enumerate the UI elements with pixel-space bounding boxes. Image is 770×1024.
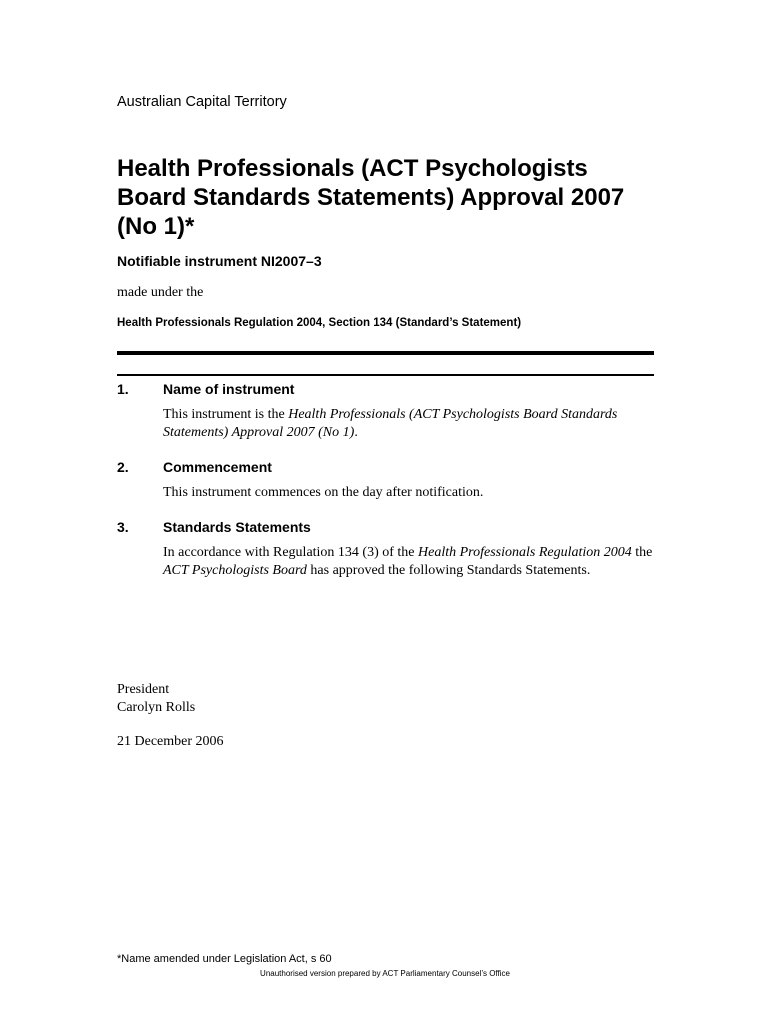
section-body: This instrument is the Health Professionals (ACT Psychologists Board Standards Statements) Approval 2007 (No 1). (163, 407, 618, 440)
section-heading: Name of instrument (163, 381, 295, 397)
signatory-role: President (117, 682, 170, 697)
section-heading: Commencement (163, 459, 272, 475)
section-number: 2. (117, 459, 129, 475)
section-body: In accordance with Regulation 134 (3) of the Health Professionals Regulation 2004 the ACT Psychologists Board has approved the following Standards Statements. (163, 545, 653, 578)
section-number: 1. (117, 381, 129, 397)
made-under-text: made under the (117, 285, 204, 300)
signature-block (117, 681, 195, 717)
regulation-reference: Health Professionals Regulation 2004, Section 134 (Standard’s Statement) (117, 317, 522, 329)
section-standards-statements (117, 519, 657, 579)
section-name-of-instrument (117, 381, 657, 441)
section-heading: Standards Statements (163, 519, 311, 535)
jurisdiction-label: Australian Capital Territory (117, 94, 287, 110)
divider-thin (117, 374, 654, 376)
signature-date: 21 December 2006 (117, 734, 224, 749)
page-footer: Unauthorised version prepared by ACT Parliamentary Counsel’s Office (260, 969, 510, 978)
divider-thick (117, 351, 654, 355)
section-number: 3. (117, 519, 129, 535)
section-commencement (117, 459, 657, 502)
instrument-number: Notifiable instrument NI2007–3 (117, 253, 322, 269)
footnote: *Name amended under Legislation Act, s 60 (117, 953, 332, 965)
document-title: Health Professionals (ACT Psychologists Board Standards Statements) Approval 2007 (No 1)* (117, 155, 625, 240)
section-body: This instrument commences on the day after notification. (163, 485, 484, 500)
signatory-name: Carolyn Rolls (117, 700, 196, 715)
